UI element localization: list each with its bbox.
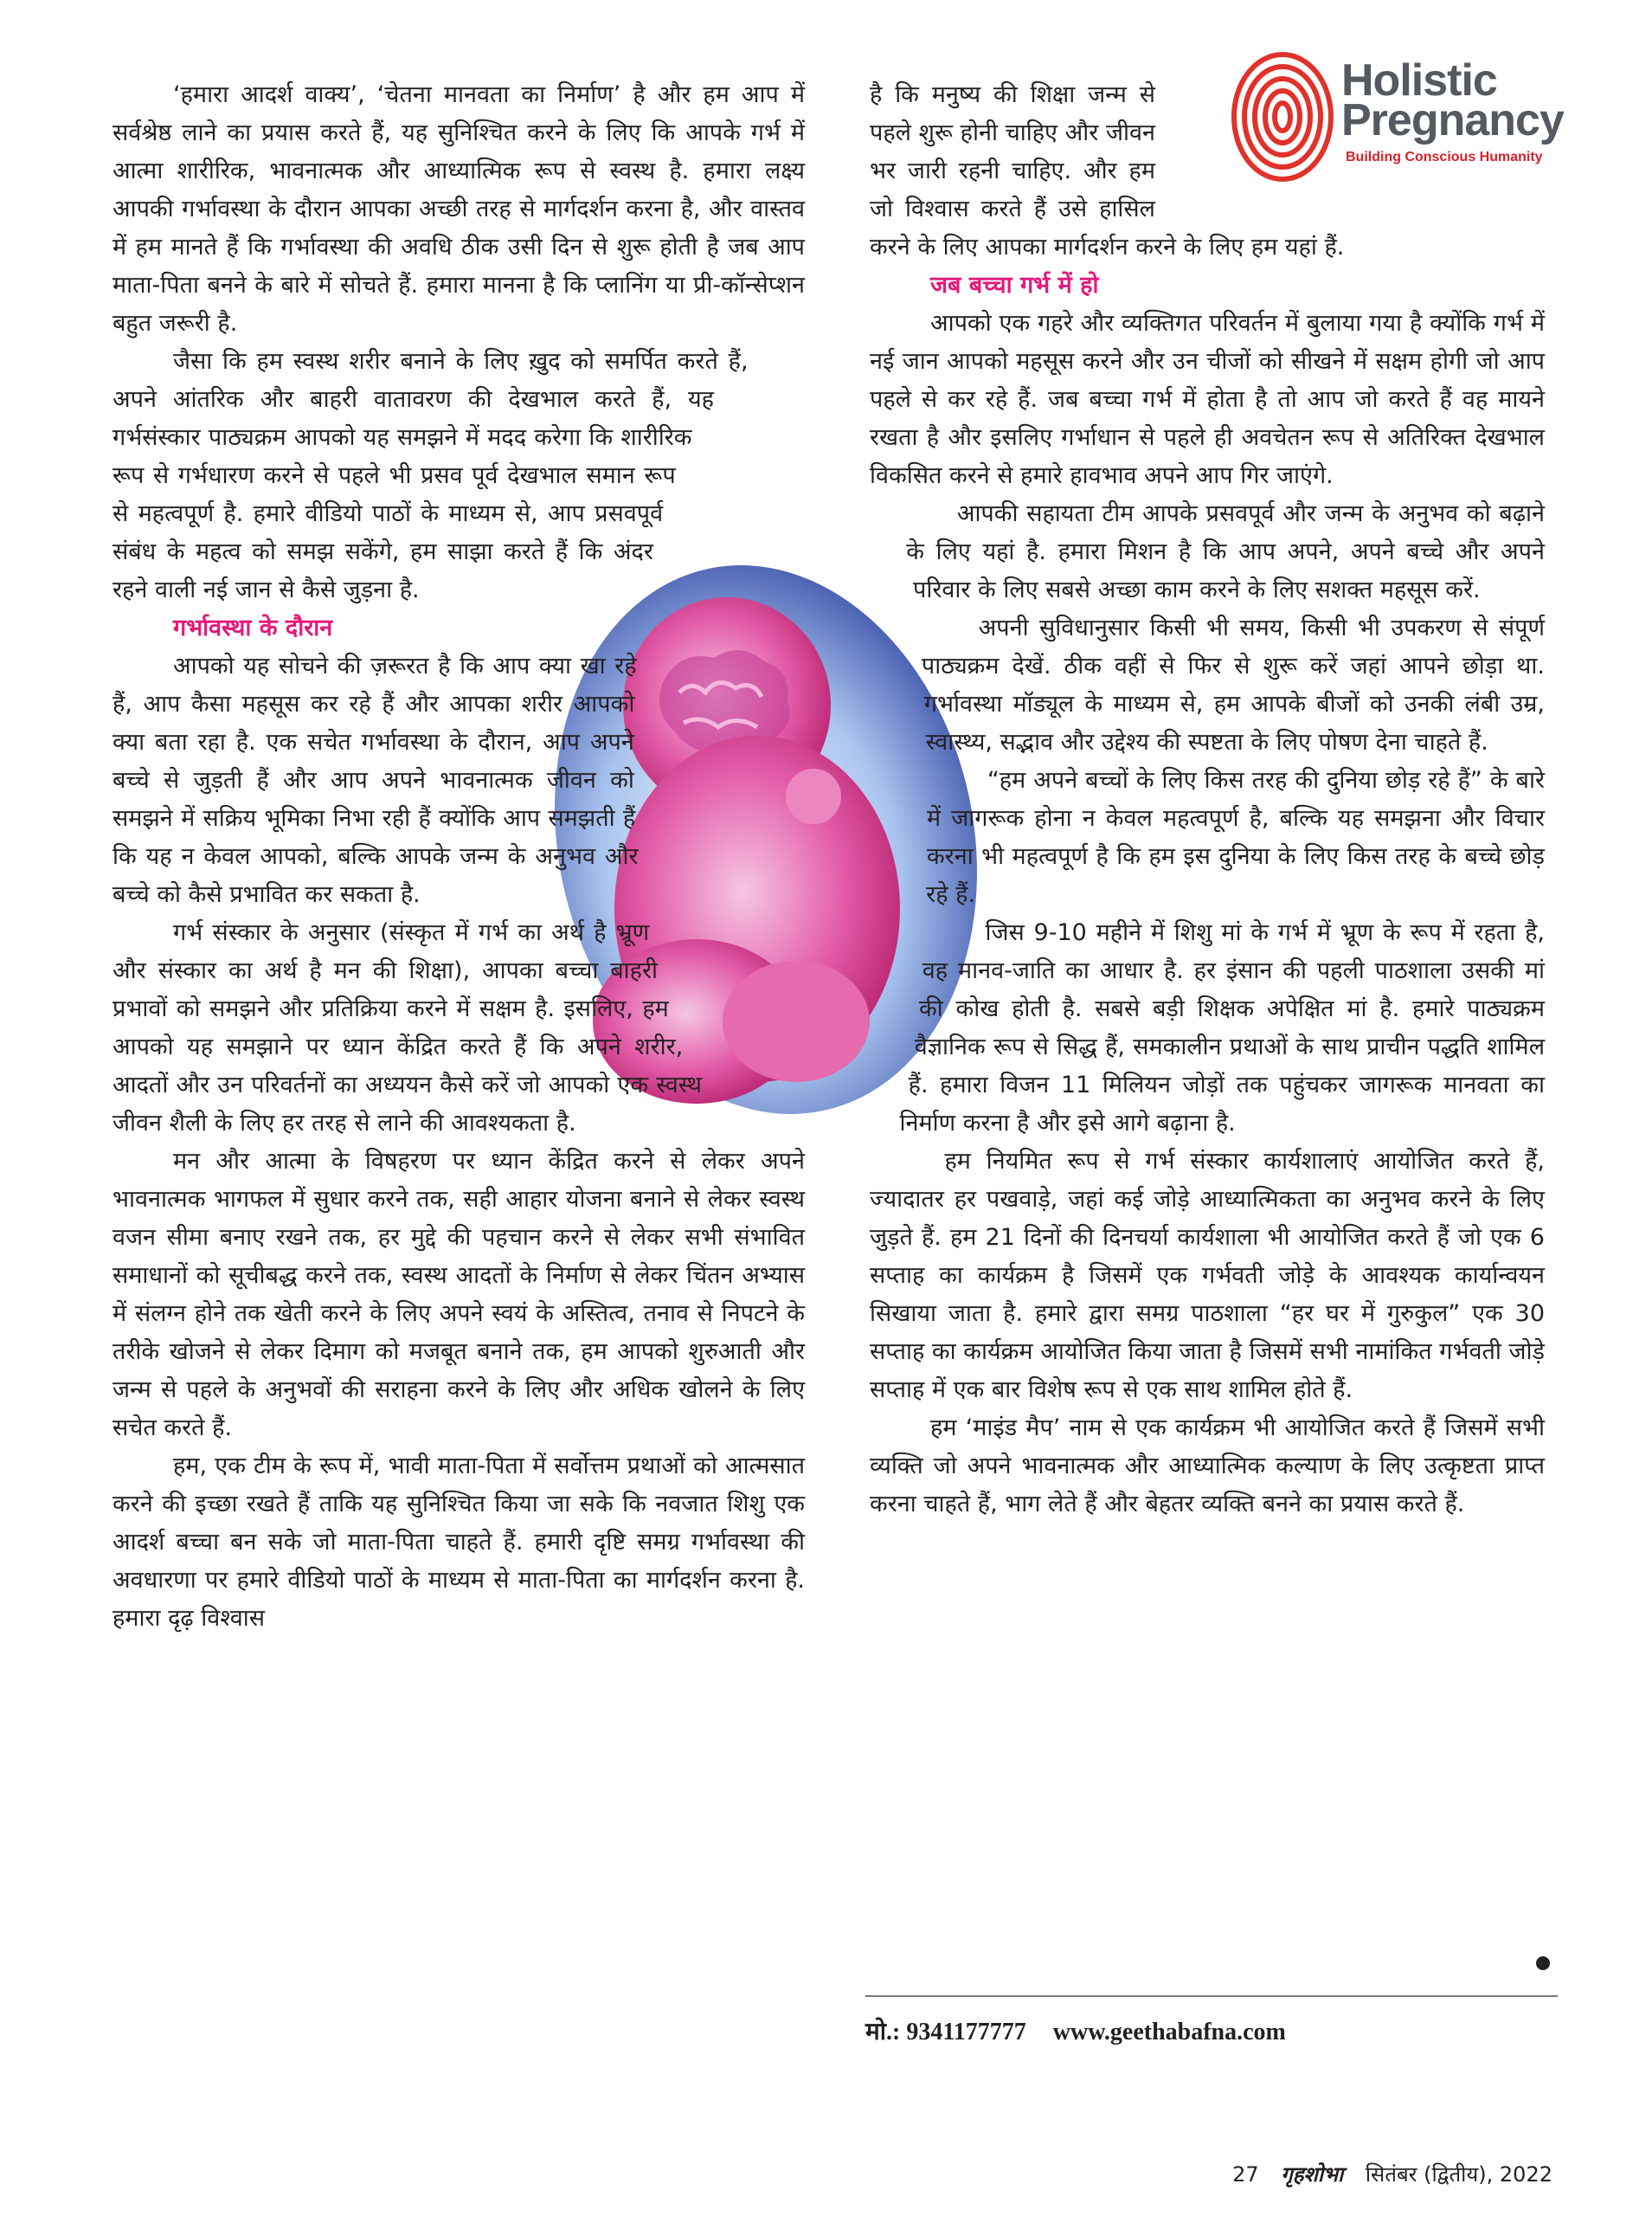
logo-tagline: Building Conscious Humanity bbox=[1346, 150, 1543, 164]
logo-title-line2: Pregnancy bbox=[1341, 95, 1564, 145]
page-footer bbox=[1232, 2160, 1552, 2188]
paragraph: आपकी सहायता टीम आपके प्रसवपूर्व और जन्म के अनुभव को बढ़ाने के लिए यहां है. हमारा मिशन है कि आप अपने, अपने बच्चे और अपने परिवार के लिए सबसे अच्छा काम करने के लिए सशक्त महसूस करें. bbox=[906, 500, 1545, 603]
article-left-column bbox=[112, 76, 805, 1638]
paragraph: “हम अपने बच्चों के लिए किस तरह की दुनिया छोड़ रहे हैं” के बारे में जागरूक होना न केवल महत्वपूर्ण है, बल्कि यह समझना और विचार करना भी महत्वपूर्ण है कि हम इस दुनिया के लिए किस तरह के बच्चे छोड़ रहे हैं. bbox=[926, 767, 1545, 908]
page-number: 27 bbox=[1232, 2162, 1259, 2187]
contact-line bbox=[865, 1995, 1558, 2047]
paragraph: हम, एक टीम के रूप में, भावी माता-पिता में सर्वोत्तम प्रथाओं को आत्मसात करने की इच्छा रखते हैं ताकि यह सुनिश्चित किया जा सके कि नवजात शिशु एक आदर्श बच्चा बन सके जो माता-पिता चाहते हैं. हमारी दृष्टि समग्र गर्भावस्था की अवधारणा पर हमारे वीडियो पाठों के माध्यम से माता-पिता का मार्गदर्शन करना है. हमारा दृढ़ विश्वास bbox=[112, 1453, 805, 1632]
section-heading: जब बच्चा गर्भ में हो bbox=[930, 272, 1099, 299]
end-of-article-bullet bbox=[1536, 1956, 1550, 1970]
logo-wrap-spacer bbox=[1155, 76, 1545, 215]
magazine-name: गृहशोभा bbox=[1281, 2162, 1344, 2187]
paragraph: जिस 9-10 महीने में शिशु मां के गर्भ में भ्रूण के रूप में रहता है, वह मानव-जाति का आधार है. हर इंसान की पहली पाठशाला उसकी मां की कोख होती है. सबसे बड़ी शिक्षक अपेक्षित मां है. हमारे पाठ्यक्रम वैज्ञानिक रूप से सिद्ध हैं, समकालीन प्रथाओं के साथ प्राचीन पद्धति शामिल हैं. हमारा विजन 11 मिलियन जोड़ों तक पहुंचकर जागरूक मानवता का निर्माण करना है और इसे आगे बढ़ाना है. bbox=[899, 919, 1545, 1137]
paragraph: अपनी सुविधानुसार किसी भी समय, किसी भी उपकरण से संपूर्ण पाठ्यक्रम देखें. ठीक वहीं से फिर से शुरू करें जहां आपने छोड़ा था. गर्भावस्था मॉड्यूल के माध्यम से, हम आपके बीजों को उनकी लंबी उम्र, स्वास्थ्य, सद्भाव और उद्देश्य की स्पष्टता के लिए पोषण देना चाहते हैं. bbox=[921, 615, 1545, 756]
logo-title-line1: Holistic bbox=[1341, 55, 1497, 106]
paragraph: गर्भ संस्कार के अनुसार (संस्कृत में गर्भ का अर्थ है भ्रूण और संस्कार का अर्थ है मन की शिक्षा), आपका बच्चा बाहरी प्रभावों को समझने और प्रतिक्रिया करने में सक्षम है. इसलिए, हम आपको यह समझाने पर ध्यान केंद्रित करते हैं कि अपने शरीर, आदतों और उन परिवर्तनों का अध्ययन कैसे करें जो आपको एक स्वस्थ जीवन शैली के लिए हर तरह से लाने की आवश्यकता है. bbox=[112, 919, 702, 1137]
paragraph: आपको एक गहरे और व्यक्तिगत परिवर्तन में बुलाया गया है क्योंकि गर्भ में नई जान आपको महसूस करने और उन चीजों को सीखने में सक्षम होगी जो आप पहले से कर रहे हैं. जब बच्चा गर्भ में होता है तो आप जो करते हैं वह मायने रखता है और इसलिए गर्भाधान से पहले ही अवचेतन रूप से अतिरिक्त देखभाल विकसित करने से हमारे हावभाव अपने आप गिर जाएंगे. bbox=[870, 310, 1545, 489]
paragraph: है कि मनुष्य की शिक्षा जन्म से पहले शुरू होनी चाहिए और जीवन भर जारी रहनी चाहिए. और हम जो विश्वास करते हैं उसे हासिल करने के लिए आपका मार्गदर्शन करने के लिए हम यहां हैं. bbox=[870, 81, 1345, 261]
section-heading: गर्भावस्था के दौरान bbox=[173, 615, 333, 641]
paragraph: ‘हमारा आदर्श वाक्य’, ‘चेतना मानवता का निर्माण’ है और हम आप में सर्वश्रेष्ठ लाने का प्रयास करते हैं, यह सुनिश्चित करने के लिए कि आपके गर्भ में आत्मा शारीरिक, भावनात्मक और आध्यात्मिक रूप से स्वस्थ है. हमारा लक्ष्य आपकी गर्भावस्था के दौरान आपका अच्छी तरह से मार्गदर्शन करना है, और वास्तव में हम मानते हैं कि गर्भावस्था की अवधि ठीक उसी दिन से शुरू होती है जब आप माता-पिता बनने के बारे में सोचते हैं. हमारा मानना है कि प्लानिंग या प्री-कॉन्सेप्शन बहुत जरूरी है. bbox=[112, 81, 805, 337]
paragraph: आपको यह सोचने की ज़रूरत है कि आप क्या खा रहे हैं, आप कैसा महसूस कर रहे हैं और आपका शरीर आपको क्या बता रहा है. एक सचेत गर्भावस्था के दौरान, आप अपने बच्चे से जुड़ती हैं और आप अपने भावनात्मक जीवन को समझने में सक्रिय भूमिका निभा रही हैं क्योंकि आप समझती हैं कि यह न केवल आपको, बल्कि आपके जन्म के अनुभव और बच्चे को कैसे प्रभावित कर सकता है. bbox=[112, 653, 639, 908]
contact-website[interactable]: www.geethabafna.com bbox=[1052, 2019, 1286, 2045]
paragraph: हम ‘माइंड मैप’ नाम से एक कार्यक्रम भी आयोजित करते हैं जिसमें सभी व्यक्ति जो अपने भावनात्मक और आध्यात्मिक कल्याण के लिए उत्कृष्टता प्राप्त करना चाहते हैं, भाग लेते हैं और बेहतर व्यक्ति बनने का प्रयास करते हैं. bbox=[870, 1414, 1545, 1517]
issue-date: सितंबर (द्वितीय), 2022 bbox=[1365, 2162, 1552, 2187]
paragraph: जैसा कि हम स्वस्थ शरीर बनाने के लिए ख़ुद को समर्पित करते हैं, अपने आंतरिक और बाहरी वातावरण की देखभाल करते हैं, यह गर्भसंस्कार पाठ्यक्रम आपको यह समझने में मदद करेगा कि शारीरिक रूप से गर्भधारण करने से पहले भी प्रसव पूर्व देखभाल समान रूप से महत्वपूर्ण है. हमारे वीडियो पाठों के माध्यम से, आप प्रसवपूर्व संबंध के महत्व को समझ सकेंगे, हम साझा करते हैं कि अंदर रहने वाली नई जान से कैसे जुड़ना है. bbox=[112, 348, 749, 603]
contact-phone: मो.: 9341177777 bbox=[865, 2019, 1026, 2045]
paragraph: मन और आत्मा के विषहरण पर ध्यान केंद्रित करने से लेकर अपने भावनात्मक भागफल में सुधार करने तक, सही आहार योजना बनाने से लेकर स्वस्थ वजन सीमा बनाए रखने तक, हर मुद्दे की पहचान करने से लेकर सभी संभावित समाधानों को सूचीबद्ध करने तक, स्वस्थ आदतों के निर्माण से लेकर चिंतन अभ्यास में संलग्न होने तक खेती करने के लिए अपने स्वयं के अस्तित्व, तनाव से निपटने के तरीके खोजने से लेकर दिमाग को मजबूत बनाने तक, हम आपको शुरुआती और जन्म से पहले के अनुभवों की सराहना करने के लिए और अधिक खोलने के लिए सचेत करते हैं. bbox=[112, 1148, 805, 1441]
article-right-column bbox=[870, 76, 1545, 1524]
paragraph: हम नियमित रूप से गर्भ संस्कार कार्यशालाएं आयोजित करते हैं, ज्यादातर हर पखवाड़े, जहां कई जोड़े आध्यात्मिकता का अनुभव करने के लिए जुड़ते हैं. हम 21 दिनों की दिनचर्या कार्यशाला भी आयोजित करते हैं जो एक 6 सप्ताह का कार्यक्रम है जिसमें एक गर्भवती जोड़े के आवश्यक कार्यान्वयन सिखाया जाता है. हमारे द्वारा समग्र पाठशाला “हर घर में गुरुकुल” एक 30 सप्ताह का कार्यक्रम आयोजित किया जाता है जिसमें सभी नामांकित गर्भवती जोड़े सप्ताह में एक बार विशेष रूप से एक साथ शामिल होते हैं. bbox=[870, 1148, 1545, 1403]
